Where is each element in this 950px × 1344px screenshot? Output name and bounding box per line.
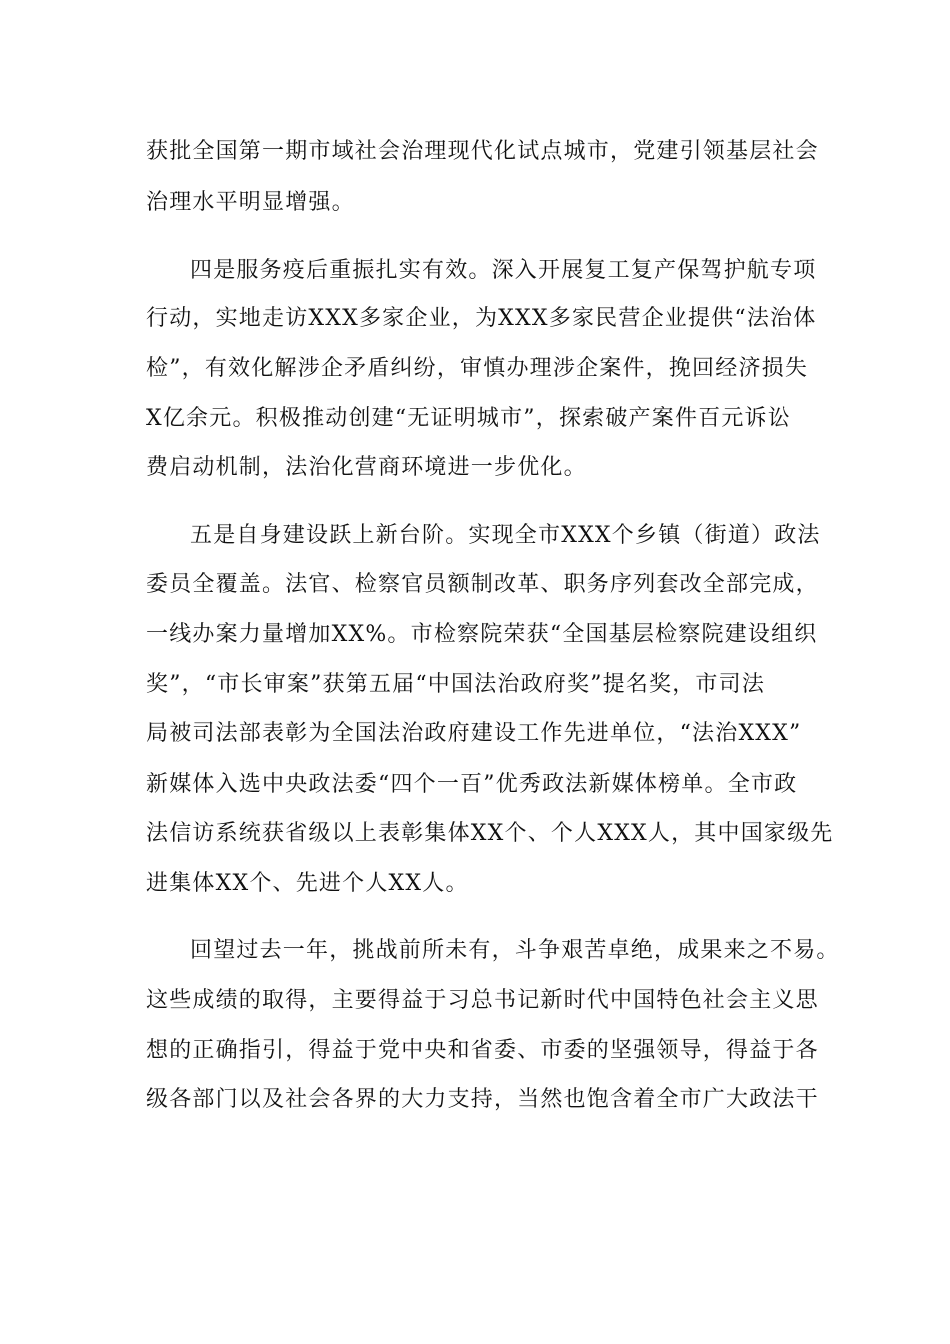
paragraph-4-line-3: 想的正确指引，得益于党中央和省委、市委的坚强领导，得益于各 bbox=[146, 1038, 819, 1063]
paragraph-2-line-5: 费启动机制，法治化营商环境进一步优化。 bbox=[146, 455, 587, 480]
paragraph-1-line-1: 获批全国第一期市域社会治理现代化试点城市，党建引领基层社会 bbox=[146, 139, 819, 164]
paragraph-2-line-4: X亿余元。积极推动创建“无证明城市”，探索破产案件百元诉讼 bbox=[146, 406, 791, 431]
paragraph-2-line-1: 四是服务疫后重振扎实有效。深入开展复工复产保驾护航专项 bbox=[190, 258, 817, 283]
paragraph-3-line-2: 委员全覆盖。法官、检察官员额制改革、职务序列套改全部完成， bbox=[146, 572, 819, 597]
paragraph-3-line-1: 五是自身建设跃上新台阶。实现全市XXX个乡镇（街道）政法 bbox=[190, 523, 821, 548]
paragraph-4-line-2: 这些成绩的取得，主要得益于习总书记新时代中国特色社会主义思 bbox=[146, 988, 819, 1013]
paragraph-3-line-8: 进集体XX个、先进个人XX人。 bbox=[146, 871, 469, 896]
paragraph-4-line-1: 回望过去一年，挑战前所未有，斗争艰苦卓绝，成果来之不易。 bbox=[190, 938, 840, 963]
paragraph-3-line-7: 法信访系统获省级以上表彰集体XX个、个人XXX人，其中国家级先 bbox=[146, 821, 834, 846]
paragraph-3-line-4: 奖”，“市长审案”获第五届“中国法治政府奖”提名奖，市司法 bbox=[146, 672, 766, 697]
paragraph-2-line-2: 行动，实地走访XXX多家企业，为XXX多家民营企业提供“法治体 bbox=[146, 306, 817, 331]
paragraph-4-line-4: 级各部门以及社会各界的大力支持，当然也饱含着全市广大政法干 bbox=[146, 1087, 819, 1112]
paragraph-3-line-5: 局被司法部表彰为全国法治政府建设工作先进单位，“法治XXX” bbox=[146, 721, 802, 746]
paragraph-2-line-3: 检”，有效化解涉企矛盾纠纷，审慎办理涉企案件，挽回经济损失 bbox=[146, 356, 809, 381]
paragraph-3-line-6: 新媒体入选中央政法委“四个一百”优秀政法新媒体榜单。全市政 bbox=[146, 772, 798, 797]
paragraph-1-line-2: 治理水平明显增强。 bbox=[146, 190, 355, 215]
paragraph-3-line-3: 一线办案力量增加XX%。市检察院荣获“全国基层检察院建设组织 bbox=[146, 622, 818, 647]
